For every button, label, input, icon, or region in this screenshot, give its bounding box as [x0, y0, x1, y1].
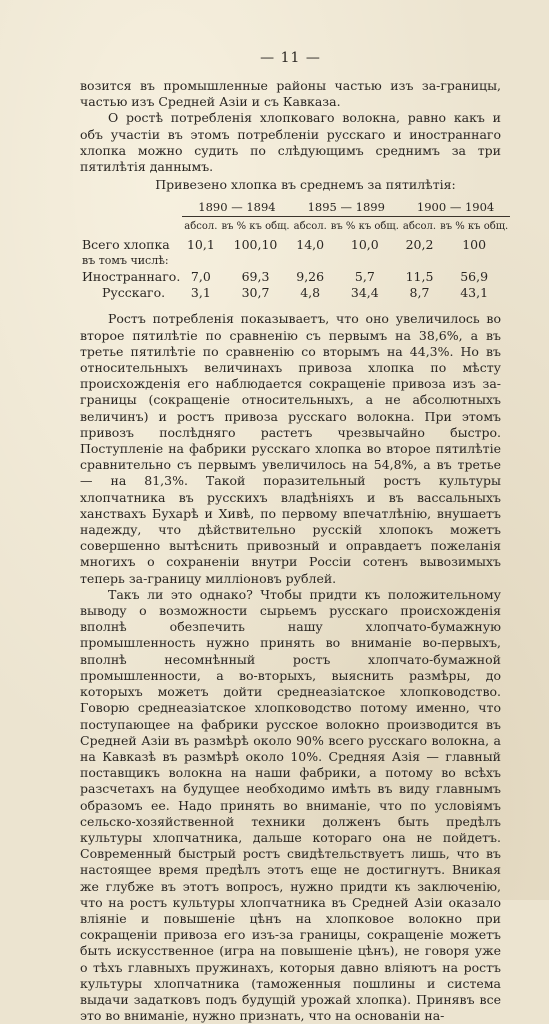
- table-cell: 4,8: [300, 285, 321, 301]
- cotton-import-table: [80, 199, 510, 301]
- paragraph-continuation: возится въ промышленные районы частью изъ за-границы, частью изъ Средней Азіи и съ Кавказа.: [80, 78, 501, 110]
- paragraph-consumption-growth: Ростъ потребленія показываетъ, что оно увеличилось во второе пятилѣтіе по сравненію съ первымъ на 38,6%, а въ третье пятилѣтіе по сравненію со вторымъ на 44,3%. Но въ относительныхъ величинахъ привоза хлопка по мѣсту происхожденія его наблюдается сокращеніе привоза изъ за-границы (сокращеніе относительныхъ, а не абсолютныхъ величинъ) и ростъ привоза русскаго волокна. При этомъ привозъ послѣдняго растетъ чрезвычайно быстро. Поступленіе на фабрики русскаго хлопка во второе пятилѣтіе сравнительно съ первымъ увеличилось на 54,8%, а въ третье — на 81,3%. Такой поразительный ростъ культуры хлопчатника въ русскихъ владѣніяхъ и въ вассальныхъ ханствахъ Бухарѣ и Хивѣ, по первому впечатлѣнію, внушаетъ надежду, что дѣйствительно русскій хлопокъ можетъ совершенно вытѣснить привозный и оправдаетъ пожеланія многихъ о сохраненіи внутри Россіи сотенъ вывозимыхъ теперь за-границу милліоновъ рублей.: [80, 311, 501, 586]
- table-cell: 69,3: [241, 269, 270, 285]
- table-caption: Привезено хлопка въ среднемъ за пятилѣтія:: [155, 177, 456, 193]
- table-cell: 43,1: [460, 285, 489, 301]
- table-cell: 20,2: [405, 237, 434, 253]
- table-corner-cell: [80, 217, 182, 238]
- table-cell: 9,26: [296, 269, 325, 285]
- table-cell: 5,7: [354, 269, 375, 285]
- paragraph-cotton-consumption-intro: О ростѣ потребленія хлопковаго волокна, равно какъ и объ участіи въ этомъ потребленіи русскаго и иностраннаго хлопка можно судить по слѣдующимъ среднимъ за три пятилѣтія даннымъ.: [80, 110, 501, 175]
- table-cell: 100: [462, 237, 487, 253]
- table-subheader: абсол.: [184, 221, 218, 233]
- table-period-header: 1900 — 1904: [401, 199, 510, 217]
- table-subheader: въ % къ общ.: [330, 221, 399, 233]
- table-subheader-row: [80, 217, 510, 238]
- table-cell: 10,1: [186, 237, 215, 253]
- table-cell: 56,9: [460, 269, 489, 285]
- table-row-label: Всего хлопка: [82, 237, 170, 253]
- table-cell: 11,5: [405, 269, 434, 285]
- table-cell: 30,7: [241, 285, 270, 301]
- table-cell: 100,10: [233, 237, 278, 253]
- table-row: [80, 237, 510, 253]
- table-cell: 7,0: [190, 269, 211, 285]
- table-cell: 8,7: [409, 285, 430, 301]
- table-subheader: абсол.: [402, 221, 437, 233]
- table-corner-cell: [80, 199, 182, 217]
- page-number: — 11 —: [260, 50, 321, 66]
- table-period-header-row: [80, 199, 510, 217]
- paragraph-central-asia-cotton: Такъ ли это однако? Чтобы придти къ положительному выводу о возможности сырьемъ русскаго происхожденія вполнѣ обезпечить нашу хлопчато-бумажную промышленность нужно принять во вниманіе во-первыхъ, вполнѣ несомнѣнный ростъ хлопчато-бумажной промышленности, а во-вторыхъ, выяснить размѣры, до которыхъ можетъ дойти среднеазіатское хлопководство. Говорю среднеазіатское хлопководство потому именно, что поступающее на фабрики русское волокно производится въ Средней Азіи въ размѣрѣ около 90% всего русскаго волокна, а на Кавказѣ въ размѣрѣ около 10%. Средняя Азія — главный поставщикъ волокна на наши фабрики, а потому во всѣхъ разсчетахъ на будущее необходимо имѣть въ виду главнымъ образомъ ее. Надо принять во вниманіе, что по условіямъ сельско-хозяйственной техники долженъ быть предѣлъ культуры хлопчатника, дальше котораго она не пойдетъ. Современный быстрый ростъ свидѣтельствуетъ лишь, что въ настоящее время предѣлъ этотъ еще не достигнутъ. Вникая же глубже въ этотъ вопросъ, нужно придти къ заключенію, что на ростъ культуры хлопчатника въ Средней Азіи оказало вліяніе и повышеніе цѣнъ на хлопковое волокно при сокращеніи привоза его изъ-за границы, сокращеніе можетъ быть искусственное (игра на повышеніе цѣнъ), не говоря уже о тѣхъ главныхъ пружинахъ, которыя давно вліяютъ на ростъ культуры хлопчатника (таможенныя пошлины и система выдачи задатковъ подъ будущій урожай хлопка). Принявъ все это во вниманіе, нужно признать, что на основаніи на-: [80, 586, 501, 1024]
- table-row-label: Русскаго.: [102, 285, 166, 301]
- table-row: [80, 285, 510, 301]
- table-cell: 14,0: [296, 237, 325, 253]
- table-row: [80, 253, 510, 269]
- table-subheader: въ % къ общ.: [221, 221, 290, 233]
- table-row: [80, 269, 510, 285]
- table-subheader: въ % къ общ.: [440, 221, 509, 233]
- table-cell: 10,0: [350, 237, 379, 253]
- table-subheader: абсол.: [293, 221, 327, 233]
- table-cell: 3,1: [190, 285, 211, 301]
- table-row-label: Иностраннаго.: [82, 269, 181, 285]
- table-cell: 34,4: [350, 285, 379, 301]
- table-period-header: 1890 — 1894: [182, 199, 291, 217]
- table-row-label: въ томъ числѣ:: [82, 254, 169, 268]
- table-period-header: 1895 — 1899: [292, 199, 401, 217]
